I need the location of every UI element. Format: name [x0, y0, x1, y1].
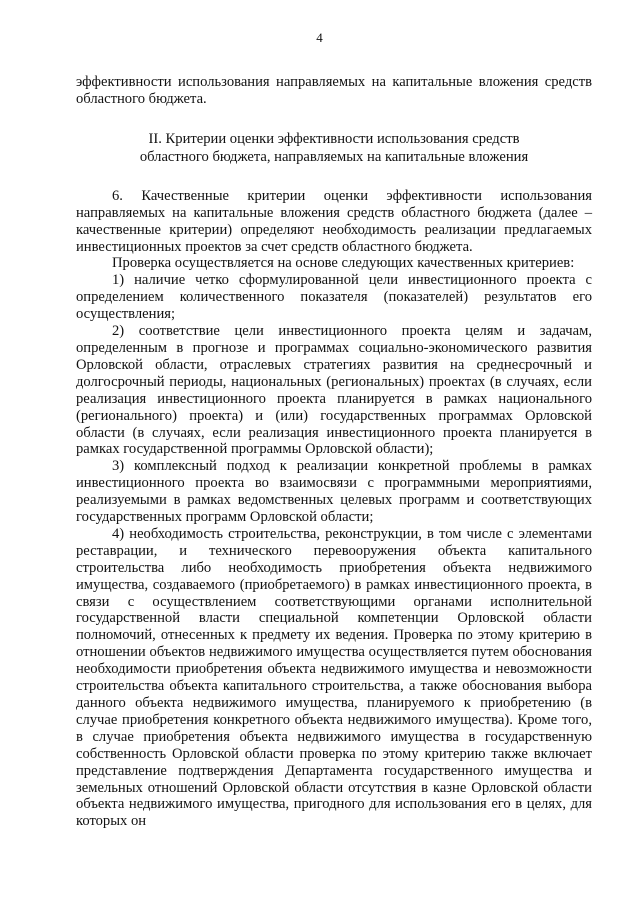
section-title-line-2: областного бюджета, направляемых на капитальные вложения — [139, 148, 529, 165]
section-title-line-1: II. Критерии оценки эффективности использования средств — [148, 130, 520, 147]
intro-paragraph: эффективности использования направляемых на капитальные вложения средств областного бюджета. — [76, 74, 592, 107]
paragraph-criteria-intro: Проверка осуществляется на основе следующих качественных критериев: — [112, 255, 575, 272]
paragraph-6: 6. Качественные критерии оценки эффективности использования направляемых на капитальные вложения средств областного бюджета (далее – качественные критерии) определяют необходимость реализации предлагаемых инвестиционных проектов за счет средств областного бюджета. — [76, 187, 592, 255]
section-title — [76, 130, 592, 166]
criterion-2: 2) соответствие цели инвестиционного проекта целям и задачам, определенным в прогнозе и программах социально-экономического развития Орловской области, отраслевых стратегиях развития на среднесрочный и долгосрочный периоды, национальных (региональных) проектах (в случаях, если реализация инвестиционного проекта планируется в рамках национального (регионального) проекта) и (или) государственных программах Орловской области (в случаях, если реализация инвестиционного проекта планируется в рамках государственной программы Орловской области); — [76, 323, 592, 458]
page-number: 4 — [316, 30, 323, 45]
document-body — [76, 74, 592, 830]
criterion-3: 3) комплексный подход к реализации конкретной проблемы в рамках инвестиционного проекта во взаимосвязи с программными мероприятиями, реализуемыми в рамках ведомственных целевых программ и соответствующих государственных программ Орловской области; — [76, 458, 592, 526]
criterion-4: 4) необходимость строительства, реконструкции, в том числе с элементами реставрации, и технического перевооружения объекта капитального строительства либо необходимость приобретения объекта недвижимого имущества, создаваемого (приобретаемого) в рамках инвестиционного проекта, в связи с осуществлением соответствующими органами исполнительной государственной власти специальной компетенции Орловской области полномочий, отнесенных к предмету их ведения. Проверка по этому критерию в отношении объектов недвижимого имущества осуществляется путем обоснования необходимости приобретения объекта недвижимого имущества и невозможности строительства объекта капитального строительства, а также обоснования выбора данного объекта недвижимого имущества, планируемого к приобретению (в случае приобретения конкретного объекта недвижимого имущества). Кроме того, в случае приобретения объекта недвижимого имущества в государственную собственность Орловской области проверка по этому критерию также включает представление подтверждения Департамента государственного имущества и земельных отношений Орловской области отсутствия в казне Орловской области объекта недвижимого имущества, пригодного для использования его в целях, для которых он — [76, 525, 592, 830]
criterion-1: 1) наличие четко сформулированной цели инвестиционного проекта с определением количественного показателя (показателей) результатов его осуществления; — [76, 272, 592, 323]
